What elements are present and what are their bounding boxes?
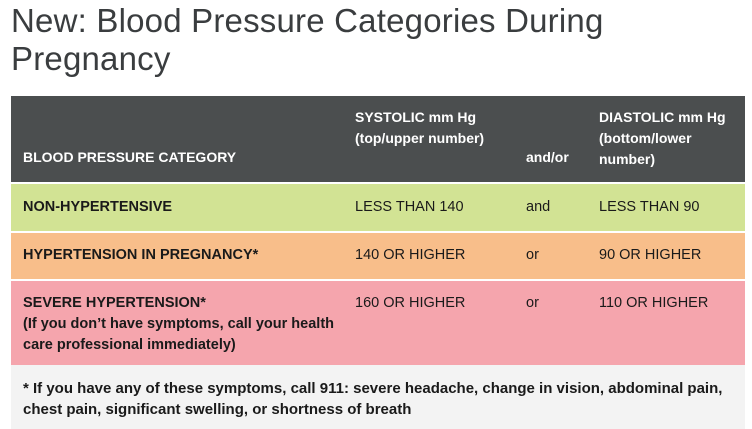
row-diastolic: 90 OR HIGHER: [599, 247, 702, 263]
row-conjunction: or: [526, 247, 539, 263]
page-title: New: Blood Pressure Categories During Pregnancy: [11, 2, 604, 77]
header-category: BLOOD PRESSURE CATEGORY: [23, 149, 237, 165]
header-diastolic: DIASTOLIC mm Hg (bottom/lower number): [599, 109, 726, 167]
row-category: HYPERTENSION IN PREGNANCY*: [23, 247, 259, 263]
footnote-text: * If you have any of these symptoms, call 911: severe headache, change in vision, abdominal pain, chest pain, significant swelling, or shortness of breath: [23, 380, 723, 418]
row-systolic: 140 OR HIGHER: [355, 247, 466, 263]
row-diastolic: LESS THAN 90: [599, 199, 700, 215]
row-category-note: (If you don’t have symptoms, call your health care professional immediately): [23, 316, 334, 353]
table-row: [11, 184, 745, 231]
header-systolic: SYSTOLIC mm Hg (top/upper number): [355, 109, 485, 146]
table-row: [11, 233, 745, 279]
row-category: NON-HYPERTENSIVE: [23, 199, 173, 215]
row-conjunction: and: [526, 199, 551, 215]
row-conjunction: or: [526, 295, 539, 311]
table-header-row: [11, 96, 745, 182]
row-diastolic: 110 OR HIGHER: [599, 295, 709, 311]
footnote-box: [11, 365, 745, 429]
row-systolic: 160 OR HIGHER: [355, 295, 466, 311]
row-systolic: LESS THAN 140: [355, 199, 464, 215]
header-andor: and/or: [526, 149, 569, 165]
row-category: SEVERE HYPERTENSION*: [23, 295, 206, 311]
